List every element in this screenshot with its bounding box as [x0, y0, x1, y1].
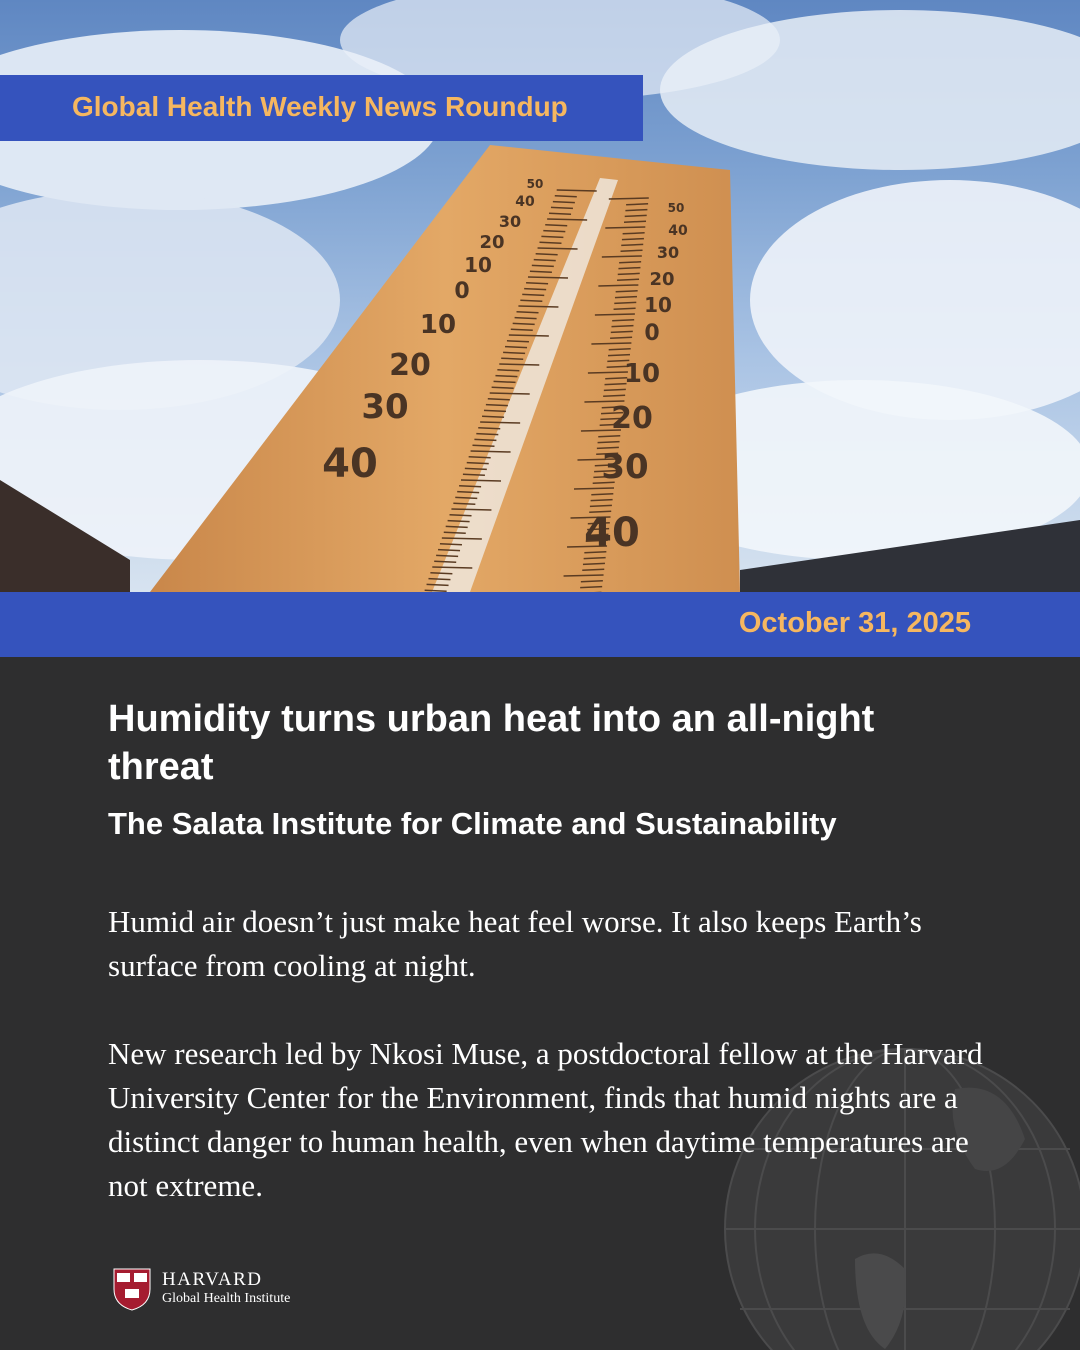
tick-mark: [543, 231, 565, 232]
tick-mark: [457, 492, 479, 493]
tick-mark: [618, 273, 640, 274]
tick-mark: [494, 381, 516, 382]
left-scale-label: 30: [361, 387, 409, 427]
tick-mark: [588, 372, 628, 373]
left-scale-label: 50: [526, 177, 544, 191]
tick-mark: [614, 308, 636, 309]
article-headline: Humidity turns urban heat into an all-night threat: [108, 698, 875, 788]
tick-mark: [428, 579, 450, 580]
article-panel: [0, 657, 1080, 1350]
tick-mark: [518, 306, 558, 307]
tick-mark: [472, 445, 494, 446]
tick-mark: [469, 457, 491, 458]
tick-mark: [580, 587, 602, 588]
date-bar: [0, 592, 1080, 657]
right-scale-label: 30: [656, 243, 680, 262]
tick-mark: [434, 561, 456, 562]
tick-mark: [617, 279, 639, 280]
tick-mark: [602, 256, 642, 257]
tick-mark: [609, 198, 649, 199]
article-paragraph-2: New research led by Nkosi Muse, a postdoctoral fellow at the Harvard University Center for the Environment, finds that humid nights are a distinct danger to human health, even when daytime temperatures are not extreme.: [108, 1036, 983, 1203]
tick-mark: [522, 294, 544, 295]
tick-mark: [427, 584, 449, 585]
tick-mark: [474, 439, 496, 440]
tick-mark: [574, 488, 614, 489]
tick-mark: [595, 314, 635, 315]
tick-mark: [549, 213, 571, 214]
tick-mark: [528, 277, 568, 278]
tick-mark: [450, 515, 472, 516]
right-scale-label: 20: [649, 269, 675, 290]
banner-title: Global Health Weekly News Roundup: [72, 91, 568, 122]
article-paragraph-1: Humid air doesn’t just make heat feel worse. It also keeps Earth’s surface from cooling at night.: [108, 904, 922, 983]
tick-mark: [536, 254, 558, 255]
tick-mark: [467, 463, 489, 464]
logo-line-1: HARVARD: [162, 1269, 263, 1290]
tick-mark: [430, 573, 452, 574]
tick-mark: [499, 364, 539, 365]
tick-mark: [598, 442, 620, 443]
tick-mark: [609, 349, 631, 350]
tick-mark: [614, 302, 636, 303]
right-scale-label: 0: [644, 321, 660, 346]
article-source: The Salata Institute for Climate and Sustainability: [108, 806, 837, 841]
tick-mark: [590, 505, 612, 506]
tick-mark: [459, 486, 481, 487]
right-scale-label: 10: [623, 359, 661, 389]
tick-mark: [538, 248, 578, 249]
tick-mark: [622, 239, 644, 240]
tick-mark: [539, 242, 561, 243]
tick-mark: [625, 215, 647, 216]
tick-mark: [610, 337, 632, 338]
tick-mark: [615, 297, 637, 298]
tick-mark: [612, 320, 634, 321]
tick-mark: [611, 326, 633, 327]
tick-mark: [488, 399, 510, 400]
tick-mark: [465, 468, 487, 469]
tick-mark: [598, 285, 638, 286]
harvard-logo: [113, 1267, 290, 1311]
tick-mark: [476, 434, 498, 435]
tick-mark: [505, 347, 527, 348]
tick-mark: [545, 225, 567, 226]
tick-mark: [497, 370, 519, 371]
tick-mark: [442, 538, 482, 539]
tick-mark: [438, 550, 460, 551]
tick-mark: [503, 352, 525, 353]
tick-mark: [534, 260, 556, 261]
tick-mark: [440, 544, 462, 545]
tick-mark: [584, 558, 606, 559]
tick-mark: [604, 389, 626, 390]
tick-mark: [530, 271, 552, 272]
right-scale-label: 30: [601, 447, 649, 487]
tick-mark: [455, 497, 477, 498]
left-scale-label: 20: [479, 232, 505, 253]
tick-mark: [555, 196, 577, 197]
tick-mark: [482, 416, 504, 417]
tick-mark: [471, 451, 511, 452]
tick-mark: [478, 428, 500, 429]
banner: [0, 75, 643, 141]
tick-mark: [436, 555, 458, 556]
tick-mark: [621, 250, 643, 251]
tick-mark: [583, 563, 605, 564]
tick-mark: [541, 236, 563, 237]
tick-mark: [623, 233, 645, 234]
right-scale-label: 40: [668, 223, 688, 239]
tick-mark: [608, 355, 630, 356]
tick-mark: [524, 289, 546, 290]
tick-mark: [532, 265, 554, 266]
tick-mark: [611, 331, 633, 332]
left-scale-label: 40: [322, 441, 378, 487]
left-scale-label: 10: [464, 253, 492, 277]
tick-mark: [526, 283, 548, 284]
tick-mark: [486, 405, 508, 406]
tick-mark: [557, 190, 597, 191]
tick-mark: [619, 262, 641, 263]
right-scale-label: 40: [584, 510, 640, 556]
tick-mark: [564, 575, 604, 576]
tick-mark: [517, 312, 539, 313]
tick-mark: [625, 210, 647, 211]
tick-mark: [591, 500, 613, 501]
tick-mark: [624, 221, 646, 222]
tick-mark: [591, 494, 613, 495]
tick-mark: [520, 300, 542, 301]
tick-mark: [515, 318, 537, 319]
tick-mark: [432, 567, 472, 568]
tick-mark: [463, 474, 485, 475]
tick-mark: [581, 581, 603, 582]
tick-mark: [551, 207, 573, 208]
left-scale-label: 10: [419, 310, 457, 340]
tick-mark: [582, 569, 604, 570]
right-scale-label: 50: [667, 201, 685, 215]
tick-mark: [446, 526, 468, 527]
logo-line-2: Global Health Institute: [162, 1291, 291, 1306]
tick-mark: [495, 376, 517, 377]
tick-mark: [621, 244, 643, 245]
right-scale-label: 20: [611, 401, 653, 436]
tick-mark: [553, 202, 575, 203]
tick-mark: [605, 227, 645, 228]
tick-mark: [453, 503, 475, 504]
tick-mark: [448, 521, 470, 522]
left-scale-label: 20: [389, 348, 431, 383]
tick-mark: [626, 204, 648, 205]
tick-mark: [603, 395, 625, 396]
tick-mark: [451, 509, 491, 510]
tick-mark: [591, 343, 631, 344]
tick-mark: [547, 219, 587, 220]
tick-mark: [618, 268, 640, 269]
left-scale-label: 0: [454, 279, 470, 304]
tick-mark: [513, 323, 535, 324]
tick-mark: [461, 480, 501, 481]
left-scale-label: 30: [498, 212, 522, 231]
right-scale-label: 10: [644, 293, 672, 317]
publish-date: October 31, 2025: [738, 607, 971, 639]
left-scale-label: 40: [515, 194, 535, 210]
tick-mark: [490, 393, 530, 394]
tick-mark: [511, 329, 533, 330]
tick-mark: [492, 387, 514, 388]
tick-mark: [444, 532, 466, 533]
tick-mark: [616, 291, 638, 292]
harvard-shield-icon: [113, 1267, 151, 1311]
tick-mark: [507, 341, 529, 342]
tick-mark: [509, 335, 549, 336]
tick-mark: [480, 422, 520, 423]
tick-mark: [484, 410, 506, 411]
tick-mark: [501, 358, 523, 359]
